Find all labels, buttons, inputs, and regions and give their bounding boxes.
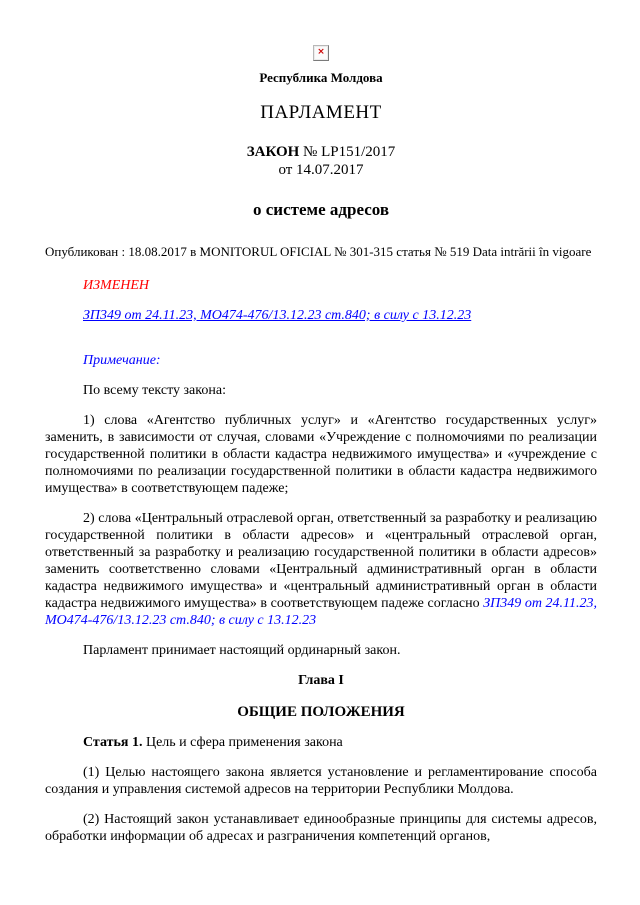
amendment-link[interactable]: ЗП349 от 24.11.23, МО474-476/13.12.23 ст.840; в силу с 13.12.23 (83, 308, 472, 323)
amendment-status: ИЗМЕНЕН (83, 278, 150, 293)
amendment-ref-line (83, 308, 597, 324)
article-heading (45, 734, 597, 751)
broken-image-row (45, 41, 597, 61)
chapter-title: ОБЩИЕ ПОЛОЖЕНИЯ (237, 704, 405, 720)
broken-image-icon: × (313, 45, 329, 61)
article-paragraph-1: (1) Целью настоящего закона является установление и регламентирование способа создания и управления системой адресов на территории Республики Молдова. (45, 765, 597, 797)
amendment-item-2 (45, 510, 597, 629)
article-paragraph-2: (2) Настоящий закон устанавливает единообразные принципы для системы адресов, обработки информации об адресах и разграничения компетенций органов, (45, 812, 597, 844)
article-title: Цель и сфера применения закона (142, 735, 343, 750)
law-title: о системе адресов (252, 200, 390, 219)
amendment-item-2-ref-link[interactable]: ЗП349 от 24.11.23, МО474-476/13.12.23 ст.840; в силу с 13.12.23 (45, 596, 597, 628)
country-name: Республика Молдова (259, 70, 383, 85)
note-label: Примечание: (83, 353, 161, 368)
publication-line: Опубликован : 18.08.2017 в MONITORUL OFICIAL № 301-315 статья № 519 Data intrării în vigoare (45, 244, 592, 259)
amendment-item-1: 1) слова «Агентство публичных услуг» и «Агентство государственных услуг» заменить, в зависимости от случая, словами «Учреждение с полномочиями по реализации государственной политики в области кадастра недвижимого имущества» и «учреждение с полномочиями по реализации государственной политики в области кадастра недвижимого имущества» в соответствующем падеже; (45, 413, 597, 496)
note-intro: По всему тексту закона: (83, 383, 226, 398)
law-label: ЗАКОН (246, 144, 300, 160)
institution-name: ПАРЛАМЕНТ (260, 102, 382, 123)
law-number-line (45, 143, 597, 161)
chapter-heading: Глава I (298, 673, 344, 688)
article-label: Статья 1. (83, 735, 143, 750)
enactment-clause: Парламент принимает настоящий ординарный закон. (83, 643, 401, 658)
amendment-item-2-text: 2) слова «Центральный отраслевой орган, ответственный за разработку и реализацию государственной политики в области адресов» и «центральный отраслевой орган, ответственный за разработку и реализацию государственной политики в области адресов» заменить соответственно словами «Центральный административный орган в области кадастра недвижимого имущества» и «центральный административный орган в области кадастра недвижимого имущества» в соответствующем падеже согласно (45, 511, 597, 611)
law-date: от 14.07.2017 (278, 162, 364, 178)
law-number: № LP151/2017 (299, 144, 396, 160)
